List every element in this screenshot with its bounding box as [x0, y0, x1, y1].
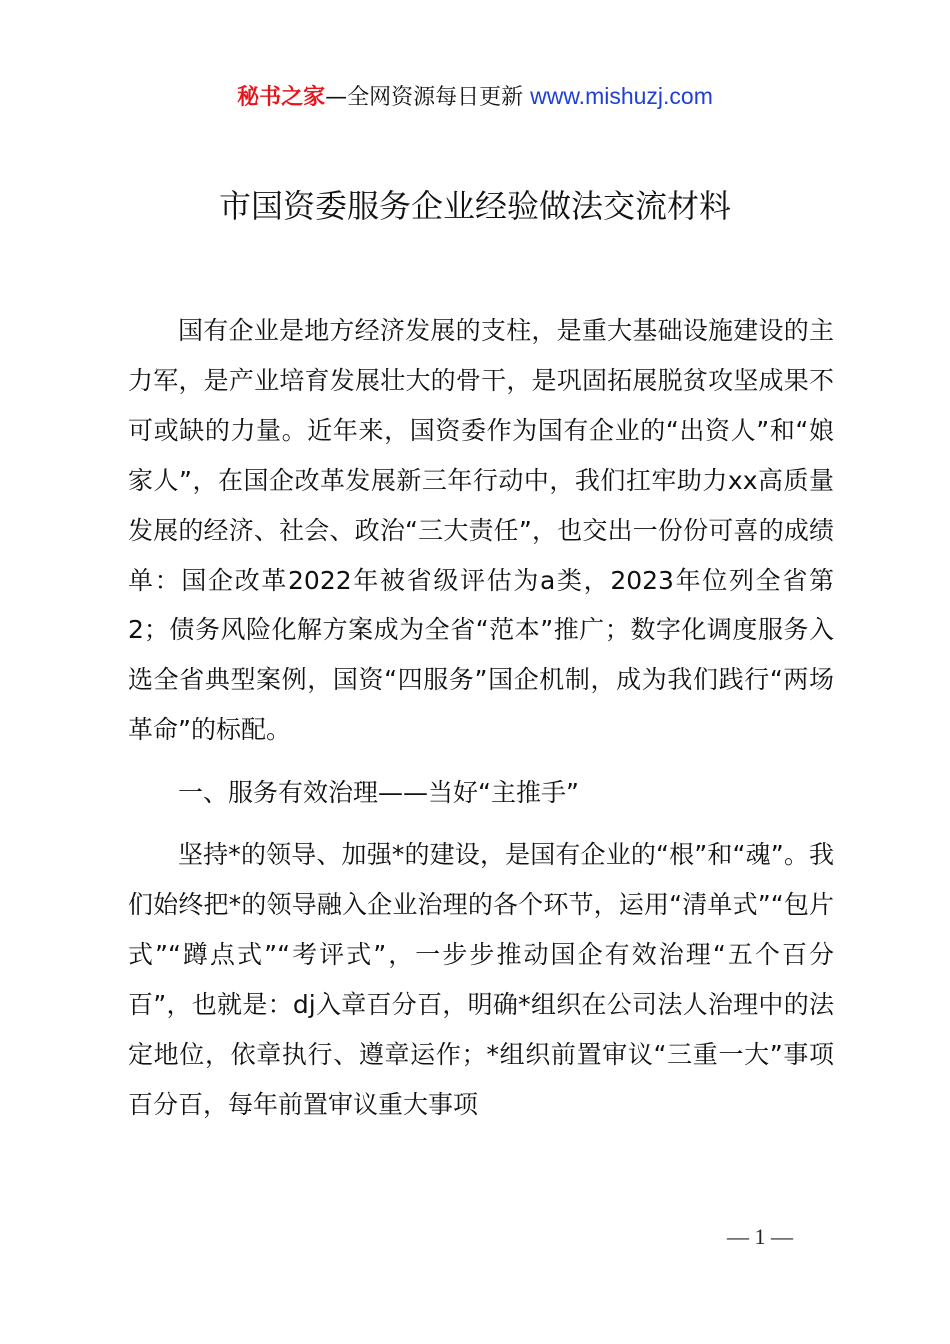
body-paragraph-2 — [128, 830, 834, 1129]
site-header-banner — [0, 80, 950, 114]
header-tagline: —全网资源每日更新 — [325, 85, 531, 110]
section-heading-1: 一、服务有效治理——当好“主推手” — [178, 778, 579, 807]
document-title: 市国资委服务企业经验做法交流材料 — [218, 187, 731, 225]
paragraph-text: 国有企业是地方经济发展的支柱，是重大基础设施建设的主力军，是产业培育发展壮大的骨干，是巩固拓展脱贫攻坚成果不可或缺的力量。近年来，国资委作为国有企业的“出资人”和“娘家人”，在国企改革发展新三年行动中，我们扛牢助力xx高质量发展的经济、社会、政治“三大责任”，也交出一份份可喜的成绩单：国企改革2022年被省级评估为a类，2023年位列全省第2；债务风险化解方案成为全省“范本”推广；数字化调度服务入选全省典型案例，国资“四服务”国企机制，成为我们践行“两场革命”的标配。 — [128, 316, 834, 745]
site-url-link[interactable]: www.mishuzj.com — [530, 83, 713, 109]
paragraph-text: 坚持*的领导、加强*的建设，是国有企业的“根”和“魂”。我们始终把*的领导融入企业治理的各个环节，运用“清单式”“包片式”“蹲点式”“考评式”，一步步推动国企有效治理“五个百分百”，也就是：dj入章百分百，明确*组织在公司法人治理中的法定地位，依章执行、遵章运作；*组织前置审议“三重一大”事项百分百，每年前置审议重大事项 — [128, 840, 834, 1119]
brand-name: 秘书之家 — [237, 85, 326, 110]
page-number: — 1 — — [727, 1224, 793, 1249]
body-paragraph-1 — [128, 306, 834, 755]
